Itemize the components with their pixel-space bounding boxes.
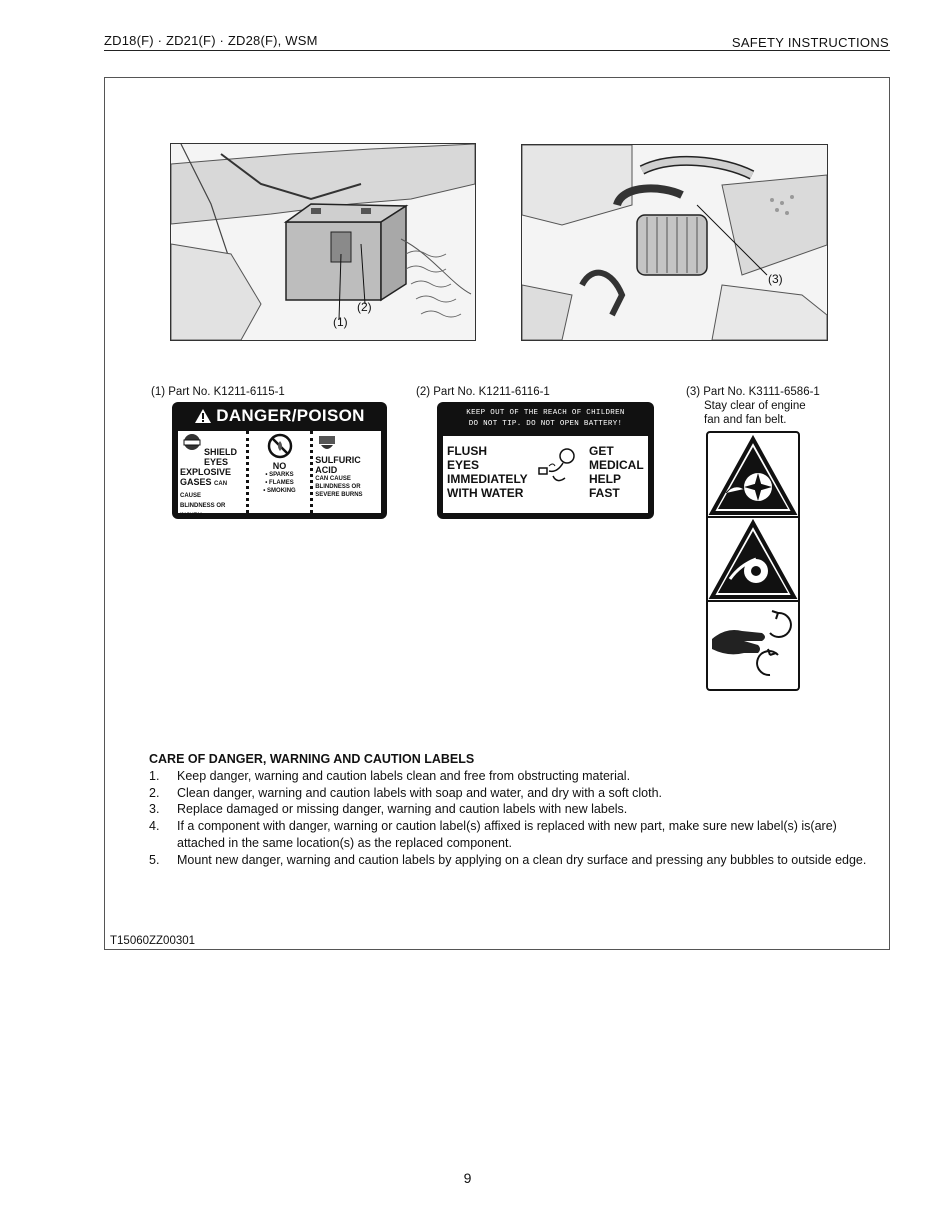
header-divider	[104, 50, 890, 51]
fan-hazard-icon	[712, 439, 794, 513]
care-item-2	[149, 785, 869, 802]
danger-poison-title: DANGER/POISON	[216, 405, 365, 425]
section-title: SAFETY INSTRUCTIONS	[731, 35, 889, 50]
care-item-text: Replace damaged or missing danger, warning and caution labels with new labels.	[177, 802, 628, 817]
no-text: NO	[272, 461, 287, 471]
danger-poison-label	[172, 402, 387, 519]
care-item-text: Mount new danger, warning and caution labels by applying on a clean dry surface and pressing any bubbles to outside edge.	[177, 852, 867, 867]
engine-illustration	[522, 145, 827, 340]
explosive-text: EXPLOSIVE	[180, 467, 232, 477]
care-section	[149, 752, 869, 868]
help-text: HELP	[589, 472, 622, 486]
care-item-text: Keep danger, warning and caution labels clean and free from obstructing material.	[177, 769, 631, 783]
medical-text: MEDICAL	[589, 458, 644, 472]
flush-text: FLUSH	[447, 444, 487, 458]
care-item-1	[149, 768, 869, 785]
eyes-text-2: EYES	[447, 458, 480, 472]
eye-wash-icon	[535, 446, 579, 486]
fan-belt-label	[706, 431, 800, 691]
care-item-number: 4.	[149, 819, 160, 834]
get-text: GET	[589, 444, 614, 458]
label3-caption	[686, 385, 820, 427]
keep-out-text: KEEP OUT OF THE REACH OF CHILDREN	[466, 409, 625, 417]
care-list	[149, 768, 869, 868]
no-flame-icon	[267, 433, 293, 459]
severe-burns-text: SEVERE BURNS	[315, 492, 363, 498]
gases-text: GASES	[180, 477, 212, 487]
do-not-tip-text: DO NOT TIP. DO NOT OPEN BATTERY!	[468, 420, 623, 428]
battery-illustration	[171, 144, 475, 340]
callout-3: (3)	[768, 272, 783, 286]
callout-2: (2)	[357, 300, 372, 314]
care-item-text: If a component with danger, warning or caution label(s) affixed is replaced with new part, make sure new label(s) is(are) attached in the same location(s) as the replaced component.	[177, 819, 837, 850]
hand-rotation-icon	[712, 611, 791, 675]
with-water-text: WITH WATER	[447, 486, 524, 500]
gases-can-cause-text: CAN CAUSE	[180, 481, 228, 499]
care-item-3	[149, 801, 869, 818]
page-number: 9	[463, 1170, 472, 1186]
label2-caption: (2) Part No. K1211-6116-1	[416, 386, 550, 398]
document-code: T15060ZZ00301	[110, 935, 196, 947]
shield-text: SHIELD	[204, 447, 238, 457]
warning-triangle-icon	[194, 408, 212, 424]
immediately-text: IMMEDIATELY	[447, 472, 528, 486]
label1-caption: (1) Part No. K1211-6115-1	[151, 386, 285, 398]
document-model-header: ZD18(F) · ZD21(F) · ZD28(F), WSM	[104, 33, 318, 48]
callout-1: (1)	[333, 315, 348, 329]
smoking-text: • SMOKING	[263, 488, 296, 494]
flush-eyes-label	[437, 402, 654, 519]
care-item-number: 5.	[149, 852, 160, 867]
belt-hazard-icon	[712, 523, 794, 597]
label3-warning-line2: fan and fan belt.	[704, 414, 787, 426]
blindness-or-text: BLINDNESS OR	[315, 484, 361, 490]
care-item-text: Clean danger, warning and caution labels with soap and water, and dry with a soft cloth.	[177, 785, 663, 800]
care-item-5	[149, 852, 869, 869]
engine-photo	[521, 144, 828, 341]
label3-part-number: (3) Part No. K3111-6586-1	[686, 386, 820, 398]
battery-photo	[170, 143, 476, 341]
acid-text: ACID	[315, 465, 338, 475]
label3-warning-line1: Stay clear of engine	[704, 400, 806, 412]
care-item-4	[149, 818, 869, 851]
eyes-text: EYES	[204, 457, 229, 467]
fan-belt-pictograms	[708, 433, 798, 689]
care-item-number: 1.	[149, 769, 160, 783]
sulfuric-text: SULFURIC	[315, 455, 361, 465]
care-item-number: 3.	[149, 802, 160, 817]
blindness-injury-text: BLINDNESS OR INJURY	[180, 503, 226, 519]
acid-can-cause-text: CAN CAUSE	[315, 476, 351, 482]
sparks-text: • SPARKS	[265, 472, 294, 478]
care-section-title: CARE OF DANGER, WARNING AND CAUTION LABELS	[149, 752, 475, 766]
goggles-icon	[180, 433, 204, 453]
fast-text: FAST	[589, 486, 620, 500]
flames-text: • FLAMES	[265, 480, 294, 486]
care-item-number: 2.	[149, 785, 160, 800]
acid-hand-icon	[315, 433, 339, 453]
